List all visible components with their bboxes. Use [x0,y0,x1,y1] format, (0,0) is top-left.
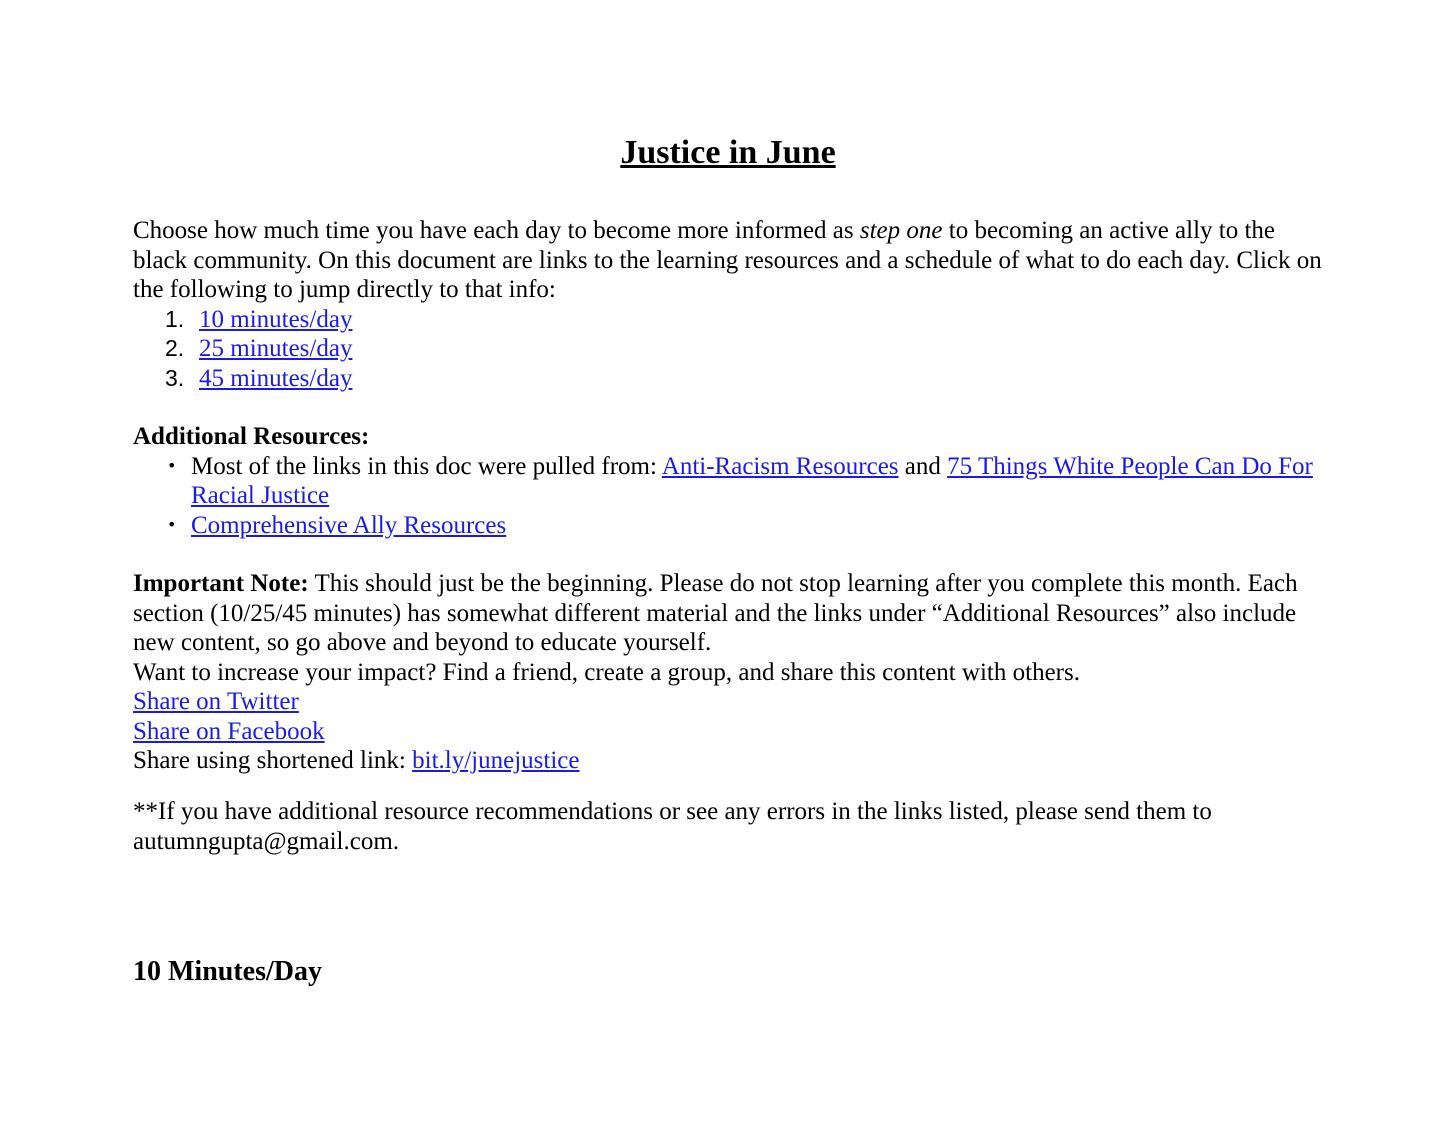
intro-text-after: to becoming an active ally to the black community. On this document are links to the learning resources and a schedule of what to do each day. Click on the following to jump directly to that info: [133,217,1322,303]
closing-section [133,797,1323,856]
bullet-icon: • [167,514,177,534]
jump-link-25-minutes[interactable]: 25 minutes/day [199,335,353,362]
jump-list-item [133,305,1323,335]
short-link-line [133,746,1323,776]
share-facebook-link[interactable]: Share on Facebook [133,717,325,745]
additional-resources-section [133,422,1323,540]
additional-resources-heading: Additional Resources: [133,423,370,450]
resource-prefix: Most of the links in this doc were pulled from: [191,452,662,480]
list-number: 1. [165,305,185,332]
short-link[interactable]: bit.ly/junejustice [412,747,580,774]
share-twitter-line [133,687,1323,717]
list-number: 3. [165,364,185,391]
resource-item [133,452,1323,511]
75-things-link[interactable]: 75 Things White People Can Do For Racial Justice [191,452,1313,509]
comprehensive-ally-resources-link[interactable]: Comprehensive Ally Resources [191,511,507,539]
resources-list [133,452,1323,541]
important-note-label: Important Note: [133,570,309,597]
resource-connector: and [898,452,948,480]
intro-section [133,216,1323,393]
resource-item [133,511,1323,541]
intro-paragraph [133,216,1323,305]
page-title: Justice in June [620,134,836,171]
short-link-label: Share using shortened link: [133,747,413,774]
jump-links-list [133,305,1323,394]
section-heading-10-minutes: 10 Minutes/Day [133,956,322,987]
jump-list-item [133,334,1323,364]
important-note-paragraph [133,569,1323,658]
list-number: 2. [165,335,185,361]
intro-emphasis: step one [859,217,943,244]
intro-text-before: Choose how much time you have each day to become more informed as [133,217,860,244]
important-note-section [133,569,1323,776]
bullet-icon: • [167,455,177,475]
jump-link-10-minutes[interactable]: 10 minutes/day [199,305,353,333]
share-facebook-line [133,717,1323,747]
important-note-text: This should just be the beginning. Please do not stop learning after you complete this month. Each section (10/25/45 minutes) has somewhat different material and the links under “Additional Resources” also include new content, so go above and beyond to educate yourself. [133,570,1298,656]
share-twitter-link[interactable]: Share on Twitter [133,688,299,715]
impact-text: Want to increase your impact? Find a friend, create a group, and share this content with others. [133,658,1080,686]
closing-paragraph: **If you have additional resource recommendations or see any errors in the links listed, please send them to autumngupta@gmail.com. [133,798,1212,855]
anti-racism-resources-link[interactable]: Anti-Racism Resources [661,452,899,480]
jump-link-45-minutes[interactable]: 45 minutes/day [199,364,353,392]
jump-list-item [133,364,1323,394]
